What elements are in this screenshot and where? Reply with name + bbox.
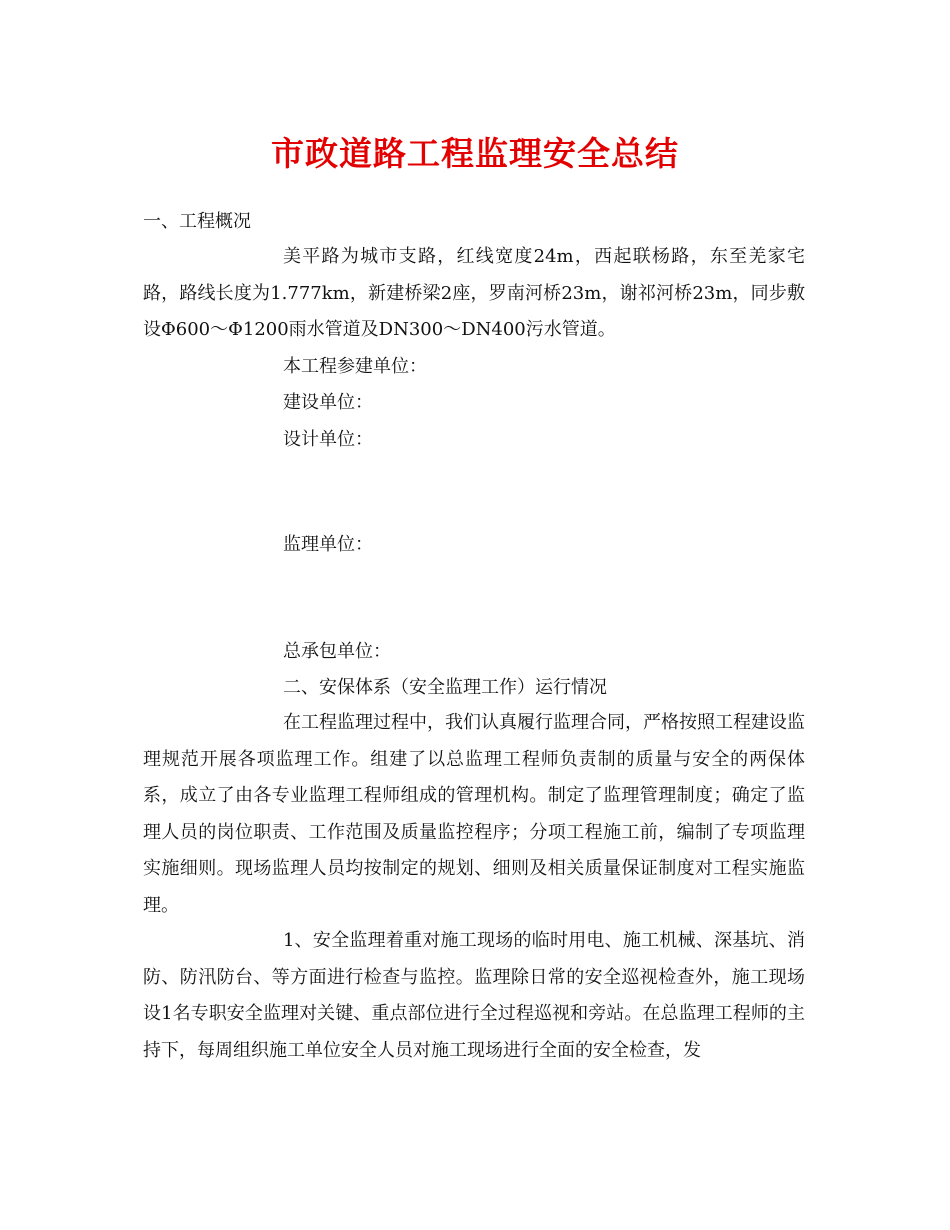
- safety-system-paragraph: 在工程监理过程中，我们认真履行监理合同，严格按照工程建设监理规范开展各项监理工作。组建了以总监理工程师负责制的质量与安全的两保体系，成立了由各专业监理工程师组成的管理机构。制定了监理管理制度；确定了监理人员的岗位职责、工作范围及质量监控程序；分项工程施工前，编制了专项监理实施细则。现场监理人员均按制定的规划、细则及相关质量保证制度对工程实施监理。: [143, 712, 805, 916]
- construction-unit-label: 建设单位：: [283, 392, 373, 413]
- overview-paragraph: 美平路为城市支路，红线宽度24m，西起联杨路，东至羌家宅路，路线长度为1.777km，新建桥梁2座，罗南河桥23m，谢祁河桥23m，同步敷设Φ600～Φ1200雨水管道及DN300～DN400污水管道。: [143, 246, 805, 340]
- general-contractor-label: 总承包单位：: [283, 641, 391, 662]
- safety-supervision-paragraph: 1、安全监理着重对施工现场的临时用电、施工机械、深基坑、消防、防汛防台、等方面进行检查与监控。监理除日常的安全巡视检查外，施工现场设1名专职安全监理对关键、重点部位进行全过程巡视和旁站。在总监理工程师的主持下，每周组织施工单位安全人员对施工现场进行全面的安全检查，发: [143, 930, 805, 1061]
- section-heading-safety-system: 二、安保体系（安全监理工作）运行情况: [283, 677, 607, 698]
- supervision-unit-label: 监理单位：: [283, 534, 373, 555]
- participants-label: 本工程参建单位：: [283, 356, 427, 377]
- design-unit-label: 设计单位：: [283, 429, 373, 450]
- document-title: 市政道路工程监理安全总结: [271, 134, 679, 173]
- section-heading-overview: 一、工程概况: [143, 211, 251, 232]
